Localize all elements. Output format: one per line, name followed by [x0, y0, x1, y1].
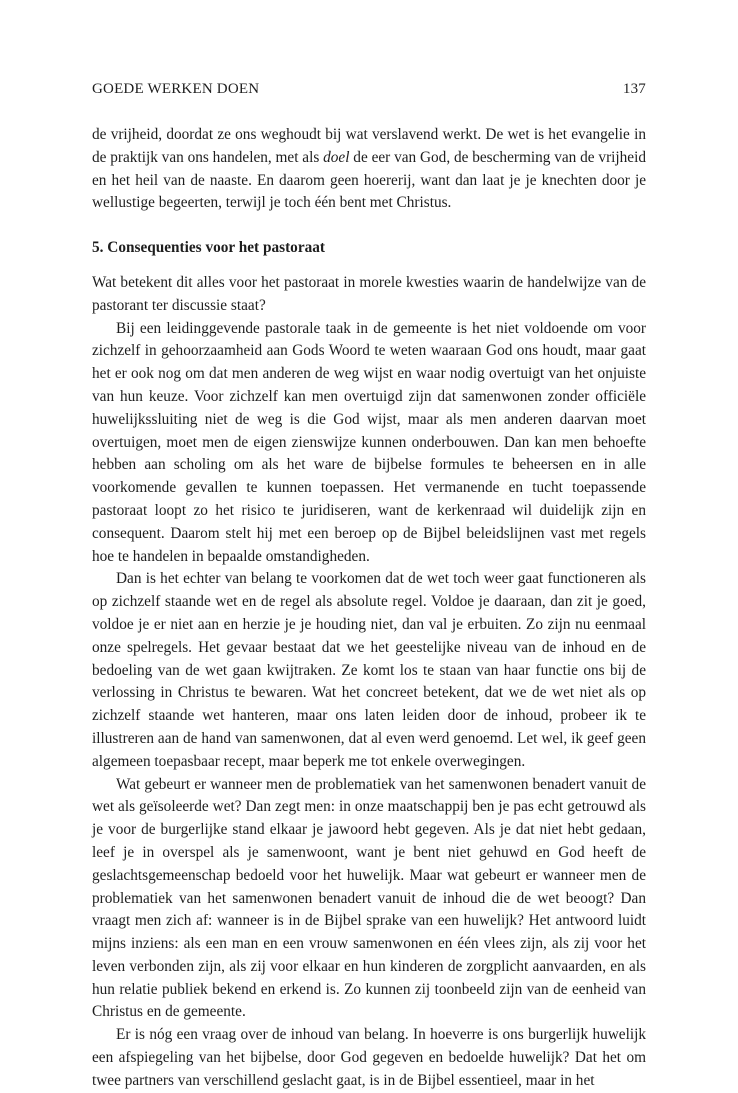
section-heading: 5. Consequenties voor het pastoraat	[92, 239, 325, 257]
paragraph: Wat betekent dit alles voor het pastoraat in morele kwesties waarin de handelwijze van de pastorant ter discussie staat?	[92, 273, 646, 314]
emphasis-text: doel	[323, 148, 350, 166]
page-number: 137	[622, 81, 646, 97]
running-header	[92, 78, 646, 100]
paragraph-text: de vrijheid, doordat ze ons weghoudt bij wat verslavend werkt. De wet is het evangelie in de praktijk van ons handelen, met als	[92, 126, 646, 166]
paragraph: Wat gebeurt er wanneer men de problematiek van het samenwonen benadert vanuit de wet als geïsoleerde wet? Dan zegt men: in onze maatschappij ben je pas echt getrouwd als je voor de burgerlijke stand elkaar je jawoord hebt gegeven. Als je dat niet hebt gedaan, leef je in overspel als je samenwoont, want je bent niet gehuwd en God heeft de geslachtsgemeenschap bedoeld voor het huwelijk. Maar wat gebeurt er wanneer men de problematiek van het samenwonen benadert vanuit de inhoud die de wet beoogt? Dan vraagt men zich af: wanneer is in de Bijbel sprake van een huwelijk? Het antwoord luidt mijns inziens: als een man en een vrouw samenwonen en één vlees zijn, als zij voor het leven verbonden zijn, als zij voor elkaar en hun kinderen de zorgplicht aanvaarden, en als hun relatie publiek bekend en erkend is. Zo kunnen zij toonbeeld zijn van de eenheid van Christus en de gemeente.	[92, 775, 646, 1021]
book-page	[92, 78, 646, 1093]
paragraph: Er is nóg een vraag over de inhoud van belang. In hoeverre is ons burgerlijk huwelijk een afspiegeling van het bijbelse, door God gegeven en bedoelde huwelijk? Dat het om twee partners van verschillend geslacht gaat, is in de Bijbel essentieel, maar in het	[92, 1026, 646, 1089]
paragraph: Bij een leidinggevende pastorale taak in de gemeente is het niet voldoende om voor zichzelf in gehoorzaamheid aan Gods Woord te weten waaraan God ons houdt, maar gaat het er ook nog om dat men anderen de weg wijst en waar nodig overtuigt van het onjuiste van hun keuze. Voor zichzelf kan men overtuigd zijn dat samenwonen zonder officiële huwelijkssluiting niet de weg is die God wijst, maar als men anderen daarvan moet overtuigen, moet men de eigen zienswijze kunnen onderbouwen. Dan kan men behoefte hebben aan scholing om als het ware de bijbelse formules te beheersen en in alle voorkomende gevallen te kunnen toepassen. Het vermanende en tucht toepassende pastoraat loopt zo het risico te juridiseren, want de kerkenraad wil duidelijk zijn en consequent. Daarom stelt hij met een beroep op de Bijbel beleidslijnen vast met regels hoe te handelen in bepaalde omstandigheden.	[92, 319, 646, 565]
running-title: GOEDE WERKEN DOEN	[92, 81, 260, 97]
paragraph-continuation	[92, 124, 646, 215]
paragraph-text: de eer van God, de bescherming van de vrijheid en het heil van de naaste. En daarom geen hoererij, want dan laat je je knechten door je wellustige begeerten, terwijl je toch één bent met Christus.	[92, 148, 646, 212]
body-text	[92, 124, 646, 1093]
paragraph: Dan is het echter van belang te voorkomen dat de wet toch weer gaat functioneren als op zichzelf staande wet en de regel als absolute regel. Voldoe je daaraan, dan zit je goed, voldoe je er niet aan en herzie je je houding niet, dan val je erbuiten. Zo zijn nu eenmaal onze spelregels. Het gevaar bestaat dat we het geestelijke niveau van de inhoud en de bedoeling van de wet gaan kwijtraken. Ze komt los te staan van haar functie ons bij de verlossing in Christus te bewaren. Wat het concreet betekent, dat we de wet niet als op zichzelf staande wet hanteren, maar ons laten leiden door de inhoud, probeer ik te illustreren aan de hand van samenwonen, dat al even werd genoemd. Let wel, ik geef geen algemeen toepasbaar recept, maar beperk me tot enkele overwegingen.	[92, 570, 646, 770]
